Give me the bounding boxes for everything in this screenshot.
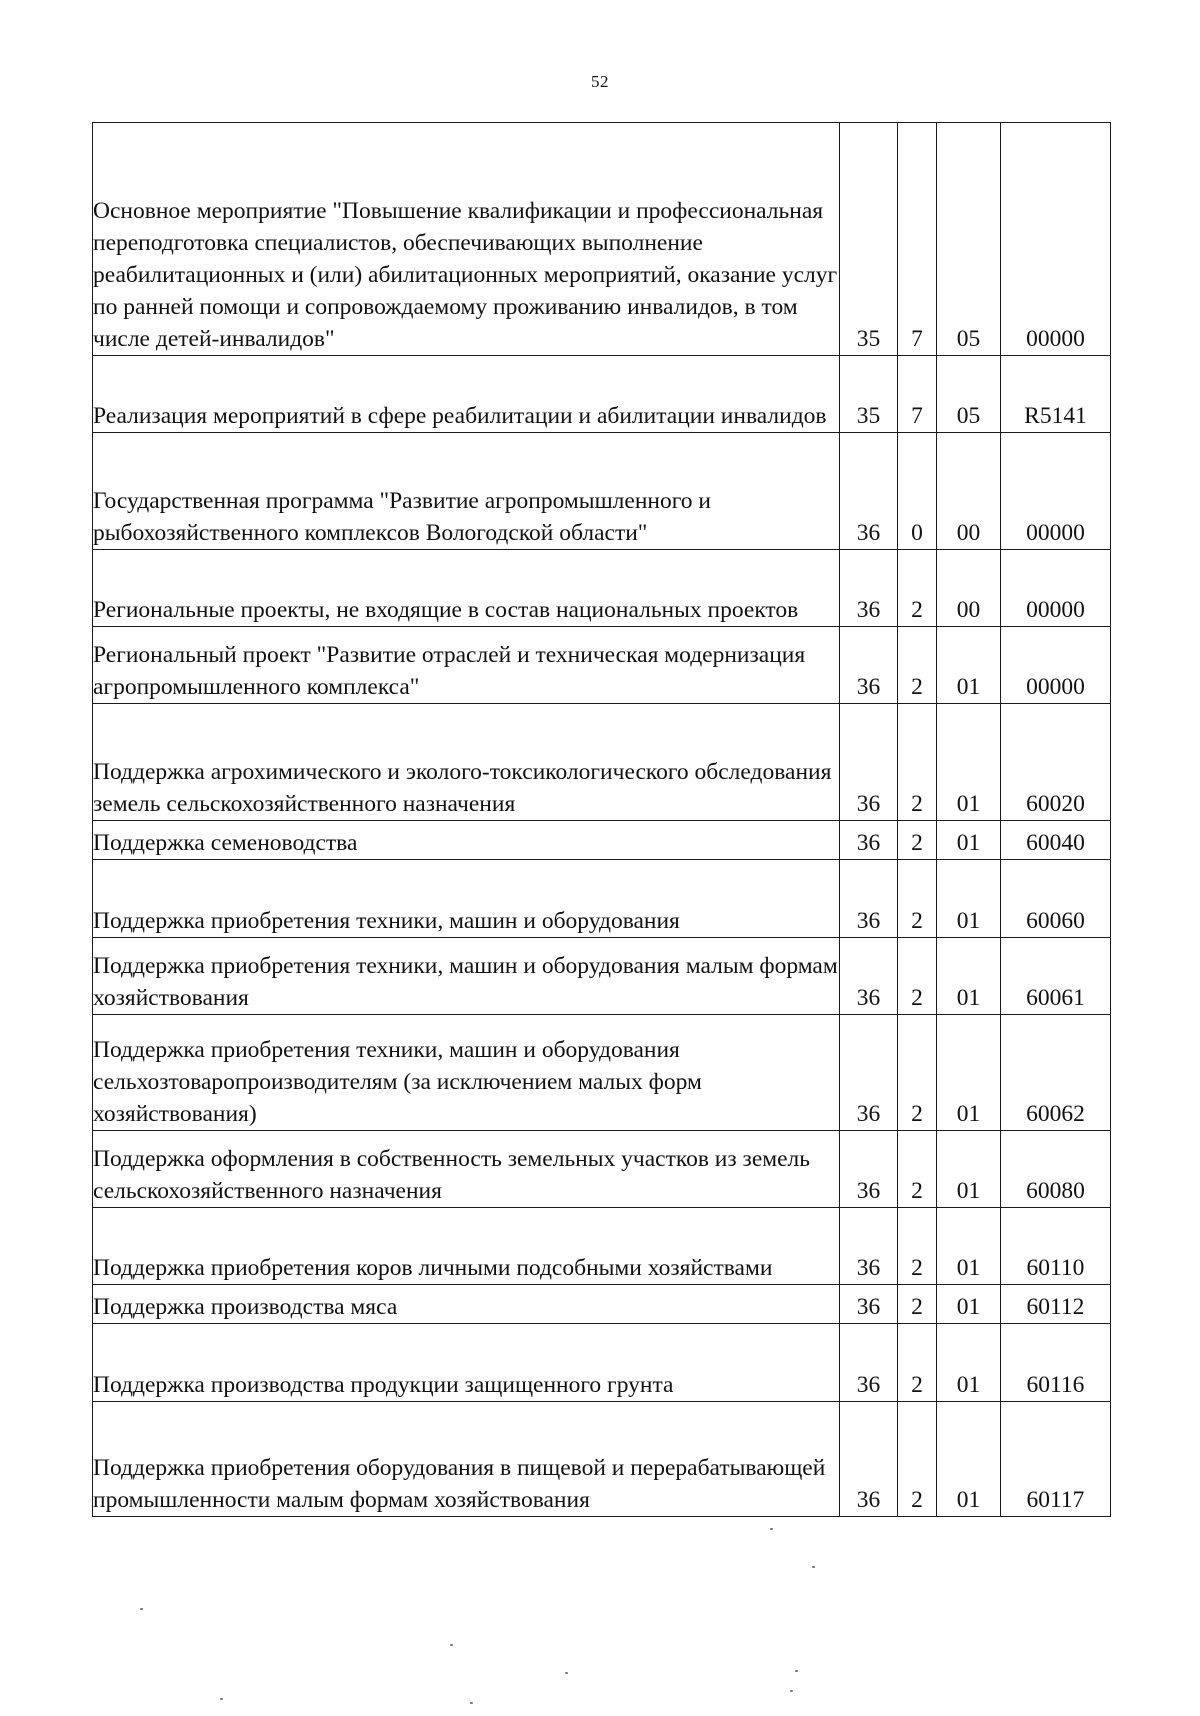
- program-code-cell: 36: [840, 860, 898, 938]
- direction-code-cell: 00000: [1001, 433, 1111, 550]
- scan-speck: [140, 1608, 143, 1610]
- event-code-cell: 05: [937, 123, 1001, 356]
- program-code-cell: 36: [840, 1324, 898, 1402]
- subprogram-code-cell: 7: [898, 123, 937, 356]
- scan-speck: [812, 1566, 815, 1568]
- program-code-cell: 35: [840, 123, 898, 356]
- table-row: [93, 1324, 1111, 1402]
- direction-code-cell: 00000: [1001, 123, 1111, 356]
- subprogram-code-cell: 2: [898, 1324, 937, 1402]
- row-name-cell: Поддержка приобретения оборудования в пищевой и перерабатывающей промышленности малым формам хозяйствования: [93, 1402, 840, 1517]
- row-name-cell: Региональные проекты, не входящие в состав национальных проектов: [93, 550, 840, 627]
- program-code-cell: 36: [840, 627, 898, 704]
- table-row: [93, 1208, 1111, 1285]
- table-row: [93, 1285, 1111, 1324]
- row-name-cell: Поддержка агрохимического и эколого-токсикологического обследования земель сельскохозяйственного назначения: [93, 704, 840, 821]
- row-name-cell: Поддержка приобретения техники, машин и оборудования: [93, 860, 840, 938]
- direction-code-cell: 00000: [1001, 627, 1111, 704]
- event-code-cell: 01: [937, 1402, 1001, 1517]
- table-row: [93, 1131, 1111, 1208]
- direction-code-cell: 60116: [1001, 1324, 1111, 1402]
- subprogram-code-cell: 2: [898, 1402, 937, 1517]
- event-code-cell: 01: [937, 821, 1001, 860]
- program-code-cell: 36: [840, 550, 898, 627]
- direction-code-cell: 60112: [1001, 1285, 1111, 1324]
- row-name-cell: Поддержка семеноводства: [93, 821, 840, 860]
- program-code-cell: 36: [840, 1131, 898, 1208]
- event-code-cell: 01: [937, 1131, 1001, 1208]
- row-name-cell: Реализация мероприятий в сфере реабилитации и абилитации инвалидов: [93, 356, 840, 433]
- subprogram-code-cell: 2: [898, 1208, 937, 1285]
- program-code-cell: 36: [840, 821, 898, 860]
- row-name-cell: Поддержка оформления в собственность земельных участков из земель сельскохозяйственного назначения: [93, 1131, 840, 1208]
- event-code-cell: 01: [937, 938, 1001, 1015]
- row-name-cell: Поддержка приобретения коров личными подсобными хозяйствами: [93, 1208, 840, 1285]
- subprogram-code-cell: 0: [898, 433, 937, 550]
- table-row: [93, 821, 1111, 860]
- subprogram-code-cell: 2: [898, 550, 937, 627]
- row-name-cell: Поддержка производства мяса: [93, 1285, 840, 1324]
- scan-speck: [450, 1644, 453, 1646]
- scan-speck: [770, 1528, 773, 1530]
- budget-classification-table: [92, 122, 1111, 1517]
- table-row: [93, 550, 1111, 627]
- table-row: [93, 433, 1111, 550]
- direction-code-cell: 60117: [1001, 1402, 1111, 1517]
- scan-speck: [795, 1670, 798, 1672]
- subprogram-code-cell: 2: [898, 1015, 937, 1131]
- row-name-cell: Поддержка приобретения техники, машин и оборудования сельхозтоваропроизводителям (за исключением малых форм хозяйствования): [93, 1015, 840, 1131]
- program-code-cell: 36: [840, 433, 898, 550]
- scan-speck: [790, 1690, 793, 1692]
- event-code-cell: 01: [937, 627, 1001, 704]
- event-code-cell: 01: [937, 860, 1001, 938]
- table-row: [93, 860, 1111, 938]
- direction-code-cell: 00000: [1001, 550, 1111, 627]
- subprogram-code-cell: 7: [898, 356, 937, 433]
- direction-code-cell: 60061: [1001, 938, 1111, 1015]
- subprogram-code-cell: 2: [898, 860, 937, 938]
- event-code-cell: 00: [937, 433, 1001, 550]
- row-name-cell: Государственная программа "Развитие агропромышленного и рыбохозяйственного комплексов Вологодской области": [93, 433, 840, 550]
- event-code-cell: 01: [937, 1015, 1001, 1131]
- table-row: [93, 627, 1111, 704]
- page-number: 52: [591, 72, 609, 91]
- scan-speck: [470, 1702, 473, 1704]
- direction-code-cell: R5141: [1001, 356, 1111, 433]
- program-code-cell: 36: [840, 1402, 898, 1517]
- direction-code-cell: 60062: [1001, 1015, 1111, 1131]
- event-code-cell: 01: [937, 1324, 1001, 1402]
- scan-speck: [220, 1698, 223, 1700]
- program-code-cell: 36: [840, 1015, 898, 1131]
- program-code-cell: 36: [840, 1208, 898, 1285]
- table-row: [93, 1402, 1111, 1517]
- subprogram-code-cell: 2: [898, 1285, 937, 1324]
- event-code-cell: 01: [937, 704, 1001, 821]
- event-code-cell: 01: [937, 1208, 1001, 1285]
- subprogram-code-cell: 2: [898, 627, 937, 704]
- program-code-cell: 35: [840, 356, 898, 433]
- subprogram-code-cell: 2: [898, 704, 937, 821]
- subprogram-code-cell: 2: [898, 821, 937, 860]
- program-code-cell: 36: [840, 704, 898, 821]
- table-row: [93, 356, 1111, 433]
- table-row: [93, 938, 1111, 1015]
- program-code-cell: 36: [840, 938, 898, 1015]
- direction-code-cell: 60060: [1001, 860, 1111, 938]
- row-name-cell: Региональный проект "Развитие отраслей и техническая модернизация агропромышленного комплекса": [93, 627, 840, 704]
- table-row: [93, 704, 1111, 821]
- direction-code-cell: 60080: [1001, 1131, 1111, 1208]
- direction-code-cell: 60040: [1001, 821, 1111, 860]
- subprogram-code-cell: 2: [898, 938, 937, 1015]
- scan-speck: [565, 1672, 568, 1674]
- table-row: [93, 123, 1111, 356]
- row-name-cell: Основное мероприятие "Повышение квалификации и профессиональная переподготовка специалистов, обеспечивающих выполнение реабилитационных и (или) абилитационных мероприятий, оказание услуг по ранней помощи и сопровождаемому проживанию инвалидов, в том числе детей-инвалидов": [93, 123, 840, 356]
- table-row: [93, 1015, 1111, 1131]
- subprogram-code-cell: 2: [898, 1131, 937, 1208]
- direction-code-cell: 60110: [1001, 1208, 1111, 1285]
- row-name-cell: Поддержка производства продукции защищенного грунта: [93, 1324, 840, 1402]
- event-code-cell: 05: [937, 356, 1001, 433]
- event-code-cell: 00: [937, 550, 1001, 627]
- event-code-cell: 01: [937, 1285, 1001, 1324]
- row-name-cell: Поддержка приобретения техники, машин и оборудования малым формам хозяйствования: [93, 938, 840, 1015]
- program-code-cell: 36: [840, 1285, 898, 1324]
- direction-code-cell: 60020: [1001, 704, 1111, 821]
